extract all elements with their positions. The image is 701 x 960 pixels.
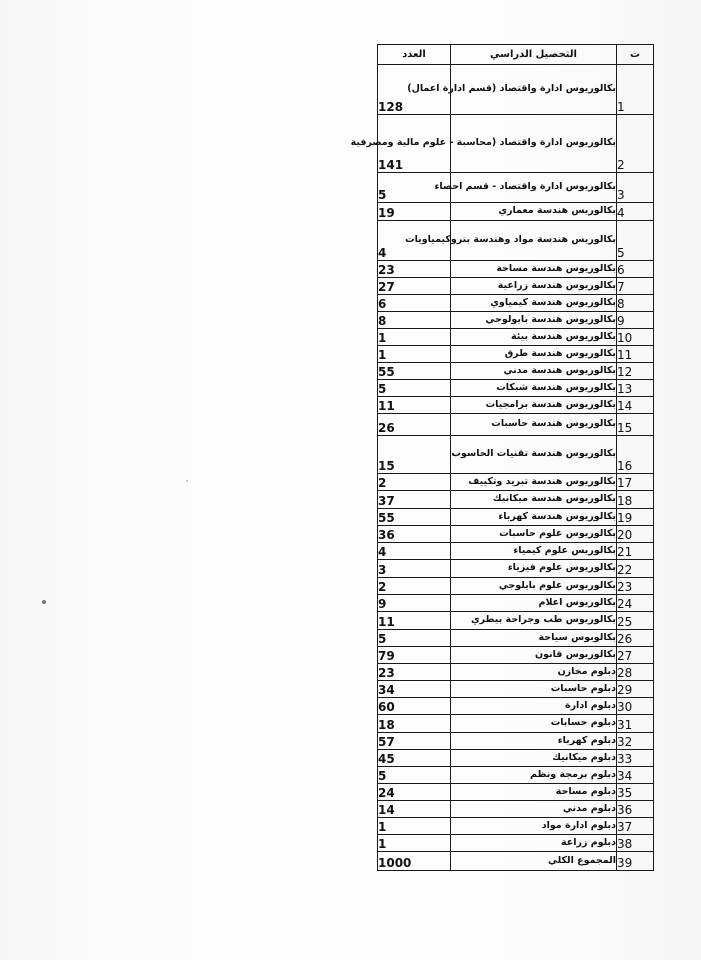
row-count: 4	[378, 543, 451, 560]
row-qualification: بكالوريوس هندسة بايولوجي	[451, 312, 617, 329]
row-count: 9	[378, 595, 451, 612]
table-row	[378, 784, 654, 801]
row-qualification: بكالوريس علوم كيمياء	[451, 543, 617, 560]
row-count: 27	[378, 278, 451, 295]
row-number: 35	[617, 784, 654, 801]
row-count: 1	[378, 329, 451, 346]
row-number: 31	[617, 715, 654, 733]
row-count: 141	[378, 115, 451, 173]
table-row	[378, 612, 654, 630]
row-number: 18	[617, 491, 654, 509]
row-count: 26	[378, 414, 451, 436]
table-row	[378, 715, 654, 733]
row-count: 6	[378, 295, 451, 312]
row-qualification: بكالوريوس اعلام	[451, 595, 617, 612]
row-number: 5	[617, 221, 654, 261]
table-row	[378, 578, 654, 595]
row-qualification: بكالوريوس علوم حاسبات	[451, 526, 617, 543]
row-qualification: بكالوريوس هندسة تقنيات الحاسوب	[451, 436, 617, 474]
row-number: 23	[617, 578, 654, 595]
row-count: 55	[378, 509, 451, 526]
header-seq: ت	[617, 45, 654, 65]
row-count: 5	[378, 767, 451, 784]
row-qualification: بكالوريوس هندسة ميكانيك	[451, 491, 617, 509]
row-number: 27	[617, 647, 654, 664]
row-qualification: بكالوريوس ادارة واقتصاد (قسم ادارة اعمال)	[451, 65, 617, 115]
row-qualification: بكالوريوس هندسة بيئة	[451, 329, 617, 346]
row-count: 24	[378, 784, 451, 801]
table-row	[378, 173, 654, 203]
row-qualification: بكالوريوس هندسة طرق	[451, 346, 617, 363]
row-qualification: دبلوم مدني	[451, 801, 617, 818]
row-count: 2	[378, 474, 451, 491]
qualifications-table	[350, 44, 654, 871]
row-number: 6	[617, 261, 654, 278]
row-number: 37	[617, 818, 654, 835]
row-count: 15	[378, 436, 451, 474]
table-row	[378, 750, 654, 767]
table-row	[378, 414, 654, 436]
row-qualification: دبلوم حاسبات	[451, 681, 617, 698]
table-row	[378, 543, 654, 560]
table-row	[378, 115, 654, 173]
row-qualification: بكالوريوس ادارة واقتصاد (محاسبة - علوم مالية ومصرفية	[451, 115, 617, 173]
row-qualification: دبلوم كهرباء	[451, 733, 617, 750]
row-qualification: بكالوريوس هندسة زراعية	[451, 278, 617, 295]
row-count: 128	[378, 65, 451, 115]
table-row	[378, 329, 654, 346]
header-count: العدد	[378, 45, 451, 65]
row-count: 4	[378, 221, 451, 261]
table-row	[378, 261, 654, 278]
row-qualification: دبلوم زراعة	[451, 835, 617, 852]
row-number: 29	[617, 681, 654, 698]
row-number: 22	[617, 560, 654, 578]
row-count: 5	[378, 380, 451, 397]
row-number: 1	[617, 65, 654, 115]
table-row	[378, 363, 654, 380]
row-number: 26	[617, 630, 654, 647]
row-count: 37	[378, 491, 451, 509]
row-number: 30	[617, 698, 654, 715]
row-number: 9	[617, 312, 654, 329]
table-row	[378, 509, 654, 526]
row-qualification: بكالوريوس علوم فيزياء	[451, 560, 617, 578]
row-count: 14	[378, 801, 451, 818]
row-count: 11	[378, 397, 451, 414]
row-count: 60	[378, 698, 451, 715]
table-row	[378, 560, 654, 578]
row-qualification: بكالوريوس هندسة كيمياوي	[451, 295, 617, 312]
row-number: 12	[617, 363, 654, 380]
table-row	[378, 681, 654, 698]
table-row	[378, 595, 654, 612]
row-count: 36	[378, 526, 451, 543]
table-row	[378, 295, 654, 312]
row-number: 38	[617, 835, 654, 852]
table-row	[378, 733, 654, 750]
row-count: 57	[378, 733, 451, 750]
row-number: 28	[617, 664, 654, 681]
row-number: 15	[617, 414, 654, 436]
row-qualification: دبلوم ميكانيك	[451, 750, 617, 767]
row-qualification: دبلوم مساحة	[451, 784, 617, 801]
table-row	[378, 346, 654, 363]
table-row	[378, 647, 654, 664]
table-row	[378, 436, 654, 474]
table-row	[378, 203, 654, 221]
table-row	[378, 698, 654, 715]
row-count: 3	[378, 560, 451, 578]
scan-speck	[42, 600, 46, 604]
row-qualification: بكالوبوس سياحة	[451, 630, 617, 647]
row-count: 1	[378, 818, 451, 835]
header-qualification: التحصيل الدراسي	[451, 45, 617, 65]
row-number: 3	[617, 173, 654, 203]
row-number: 24	[617, 595, 654, 612]
row-number: 32	[617, 733, 654, 750]
row-number: 20	[617, 526, 654, 543]
row-qualification: دبلوم مخازن	[451, 664, 617, 681]
table-row	[378, 835, 654, 852]
row-qualification: دبلوم ادارة	[451, 698, 617, 715]
row-qualification: بكالوريوس هندسة مدني	[451, 363, 617, 380]
table-row	[378, 312, 654, 329]
row-qualification: بكالوريوس هندسة تبريد وتكييف	[451, 474, 617, 491]
row-qualification: بكالوريوس هندسة حاسبات	[451, 414, 617, 436]
row-number: 39	[617, 852, 654, 871]
row-qualification: بكالوريوس هندسة برامجيات	[451, 397, 617, 414]
row-qualification: بكالوريوس هندسة كهرباء	[451, 509, 617, 526]
row-count: 5	[378, 173, 451, 203]
row-number: 33	[617, 750, 654, 767]
table-row	[378, 664, 654, 681]
row-qualification: بكالوريوس هندسة شبكات	[451, 380, 617, 397]
table-body	[350, 65, 654, 871]
row-number: 8	[617, 295, 654, 312]
row-count: 19	[378, 203, 451, 221]
row-count: 1000	[378, 852, 451, 871]
table-row	[378, 630, 654, 647]
row-count: 23	[378, 261, 451, 278]
row-qualification: دبلوم ادارة مواد	[451, 818, 617, 835]
row-qualification: بكالوريوس علوم بايلوجي	[451, 578, 617, 595]
table-header-row	[378, 45, 654, 65]
table-row	[378, 801, 654, 818]
table-row	[378, 278, 654, 295]
row-count: 11	[378, 612, 451, 630]
row-count: 34	[378, 681, 451, 698]
row-qualification: بكالوريوس طب وجراحة بيطري	[451, 612, 617, 630]
row-count: 23	[378, 664, 451, 681]
row-number: 16	[617, 436, 654, 474]
row-number: 7	[617, 278, 654, 295]
row-qualification: دبلوم برمجة ونظم	[451, 767, 617, 784]
table-row	[378, 852, 654, 871]
table-row	[378, 818, 654, 835]
row-number: 36	[617, 801, 654, 818]
row-number: 10	[617, 329, 654, 346]
table-row	[378, 526, 654, 543]
row-number: 19	[617, 509, 654, 526]
row-qualification: بكالوريس هندسة معماري	[451, 203, 617, 221]
row-number: 4	[617, 203, 654, 221]
row-number: 25	[617, 612, 654, 630]
row-number: 21	[617, 543, 654, 560]
row-count: 5	[378, 630, 451, 647]
row-qualification: بكالوريوس قانون	[451, 647, 617, 664]
row-number: 34	[617, 767, 654, 784]
table-row	[378, 767, 654, 784]
row-qualification: بكالوريوس ادارة واقتصاد - قسم احصاء	[451, 173, 617, 203]
scan-speck	[186, 480, 188, 482]
row-count: 1	[378, 346, 451, 363]
row-qualification: دبلوم حسابات	[451, 715, 617, 733]
row-count: 18	[378, 715, 451, 733]
row-count: 8	[378, 312, 451, 329]
row-number: 2	[617, 115, 654, 173]
row-count: 1	[378, 835, 451, 852]
table-row	[378, 65, 654, 115]
table-row	[378, 474, 654, 491]
row-number: 14	[617, 397, 654, 414]
row-count: 2	[378, 578, 451, 595]
row-qualification: بكالوريس هندسة مواد وهندسة بتروكيمياويات	[451, 221, 617, 261]
row-number: 11	[617, 346, 654, 363]
row-number: 17	[617, 474, 654, 491]
table-row	[378, 380, 654, 397]
row-qualification: المجموع الكلي	[451, 852, 617, 871]
table-row	[378, 221, 654, 261]
row-number: 13	[617, 380, 654, 397]
row-count: 79	[378, 647, 451, 664]
row-qualification: بكالوريوس هندسة مساحة	[451, 261, 617, 278]
row-count: 45	[378, 750, 451, 767]
table-row	[378, 397, 654, 414]
table-row	[378, 491, 654, 509]
row-count: 55	[378, 363, 451, 380]
